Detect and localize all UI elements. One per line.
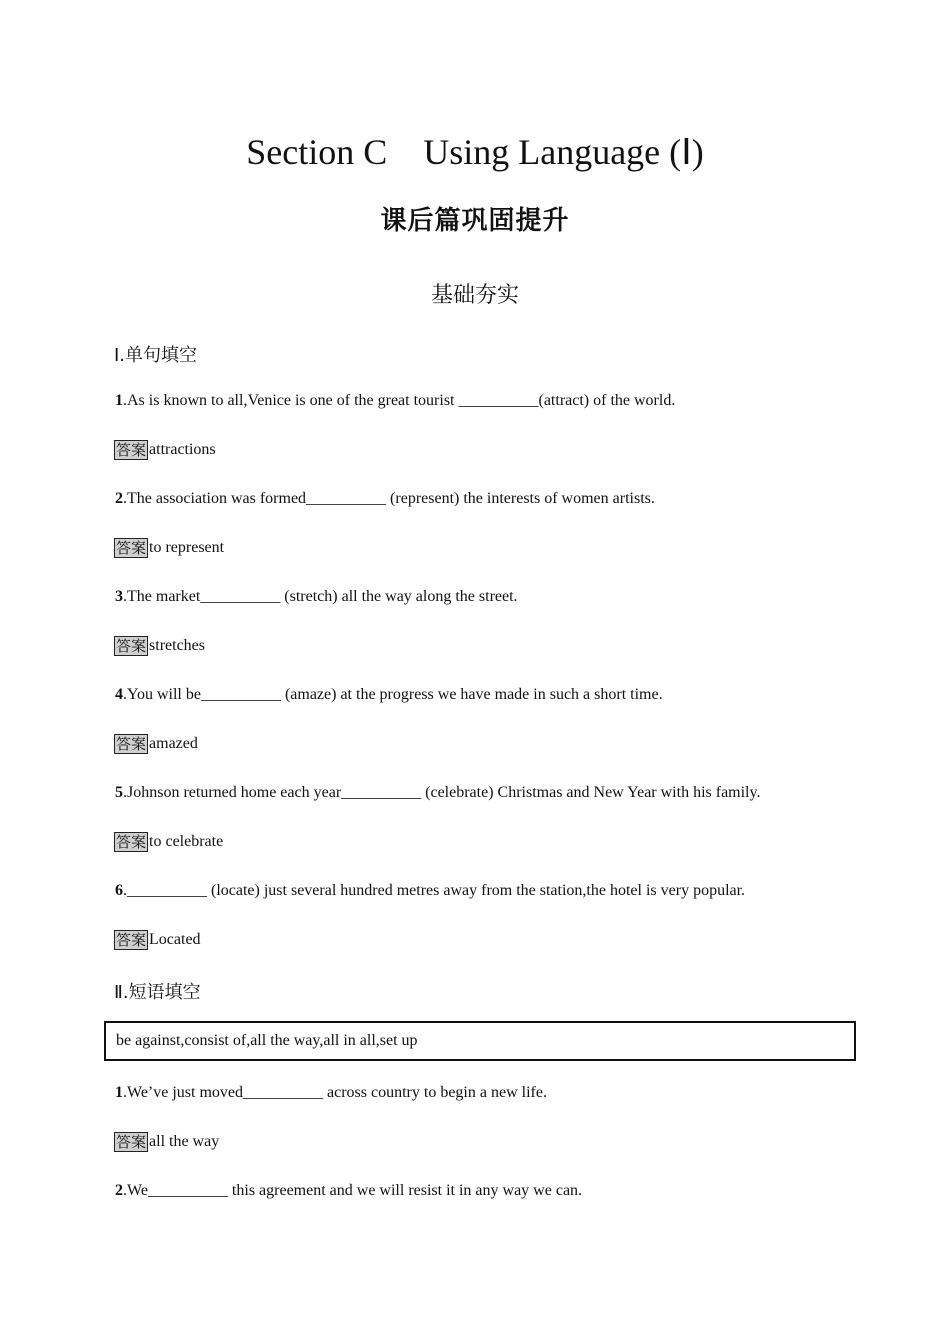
answer-tag: 答案 — [116, 931, 147, 949]
page-title: Section C Using Language (Ⅰ) — [246, 132, 704, 172]
question-text: .The market__________ (stretch) all the way along the street. — [123, 588, 518, 605]
question-number: 1 — [115, 392, 123, 409]
answer-text: to represent — [149, 539, 225, 556]
answer-3 — [114, 636, 205, 656]
answer-1 — [114, 440, 216, 460]
question-number: 3 — [115, 588, 123, 605]
answer-text: attractions — [149, 441, 216, 458]
question-text: .We’ve just moved__________ across country to begin a new life. — [123, 1084, 547, 1101]
part1-heading: Ⅰ.单句填空 — [114, 345, 198, 366]
answer-text: all the way — [149, 1133, 220, 1150]
question-2 — [115, 490, 655, 508]
question-number: 2 — [115, 1182, 123, 1199]
part2-question-1 — [115, 1084, 547, 1102]
answer-tag: 答案 — [116, 637, 147, 655]
question-number: 2 — [115, 490, 123, 507]
answer-4 — [114, 734, 198, 754]
answer-tag: 答案 — [116, 833, 147, 851]
question-number: 5 — [115, 784, 123, 801]
question-number: 4 — [115, 686, 123, 703]
question-text: .The association was formed__________ (represent) the interests of women artists. — [123, 490, 655, 507]
answer-text: amazed — [149, 735, 198, 752]
subsection-heading: 基础夯实 — [430, 283, 519, 308]
answer-6 — [114, 930, 201, 950]
question-number: 6 — [115, 882, 123, 899]
question-text: .We__________ this agreement and we will resist it in any way we can. — [123, 1182, 583, 1199]
question-5 — [115, 784, 760, 802]
part2-heading: Ⅱ.短语填空 — [114, 982, 201, 1003]
phrase-word-box: be against,consist of,all the way,all in all,set up — [104, 1021, 856, 1061]
answer-tag: 答案 — [116, 441, 147, 459]
question-6 — [115, 882, 745, 900]
part2-answer-1 — [114, 1132, 219, 1152]
part2-question-2 — [115, 1182, 582, 1200]
answer-text: to celebrate — [149, 833, 224, 850]
question-1 — [115, 392, 675, 410]
answer-5 — [114, 832, 223, 852]
question-3 — [115, 588, 518, 606]
question-number: 1 — [115, 1084, 123, 1101]
answer-tag: 答案 — [116, 539, 147, 557]
question-text: .__________ (locate) just several hundred metres away from the station,the hotel is very popular. — [123, 882, 746, 899]
question-4 — [115, 686, 663, 704]
question-text: .As is known to all,Venice is one of the great tourist __________(attract) of the world. — [123, 392, 676, 409]
page-subtitle: 课后篇巩固提升 — [380, 206, 570, 236]
question-text: .You will be__________ (amaze) at the progress we have made in such a short time. — [123, 686, 663, 703]
answer-2 — [114, 538, 224, 558]
answer-text: Located — [149, 931, 201, 948]
answer-text: stretches — [149, 637, 205, 654]
question-text: .Johnson returned home each year__________ (celebrate) Christmas and New Year with his family. — [123, 784, 761, 801]
answer-tag: 答案 — [116, 735, 147, 753]
answer-tag: 答案 — [116, 1133, 147, 1151]
